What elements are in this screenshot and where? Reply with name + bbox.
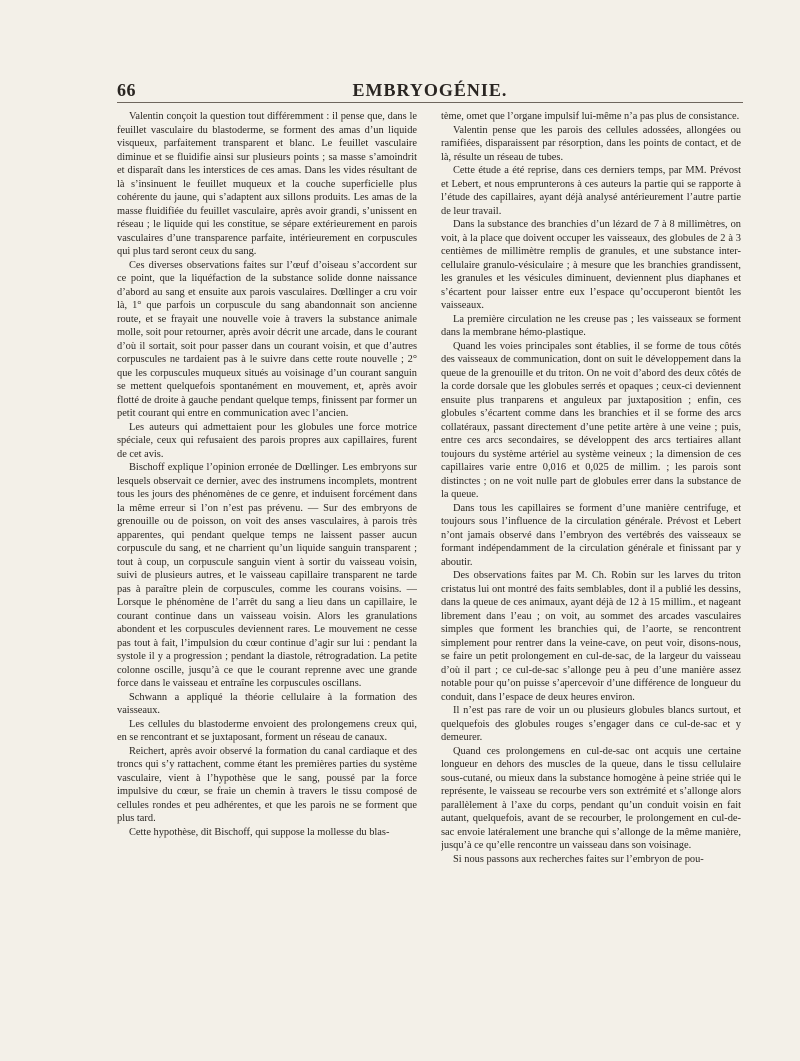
paragraph: Quand les voies principales sont établies, il se forme de tous côtés des vaisseaux de communication, dont on suit le développement dans la queue de la grenouille et du triton. On ne voit d’abord des deux côtés de la corde dorsale que les globules serrés et opaques ; ceux-ci deviennent ensuite plus tranparens et anguleux par juxtaposition ; enfin, ces globules s’écartent comme dans les branchies et il se forme des arcs collatéraux, passant directement d’une petite artère à une veine ; puis, entre ces arcs secondaires, se développent des arcs tertiaires allant toujours du système artériel au système veineux ; la dimension de ces capillaires varie entre 0,016 et 0,025 de millim. ; les parois sont distinctes ; on ne voit nulle part de globules errer dans la substance de la queue. (441, 340, 741, 500)
paragraph: Dans la substance des branchies d’un lézard de 7 à 8 millimètres, on voit, à la place que doivent occuper les vaisseaux, des globules de 2 à 3 centièmes de millimètre remplis de granules, et une substance inter-cellulaire granulo-vésiculaire ; à mesure que les branchies grandissent, les granules et les vésicules diminuent, deviennent plus diaphanes et s’écartent pour laisser entre eux l’espace qu’occuperont bientôt les vaisseaux. (441, 219, 741, 311)
paragraph: Reichert, après avoir observé la formation du canal cardiaque et des troncs qui s’y rattachent, comme étant les premières parties du système vasculaire, vient à l’hypothèse que le sang, poussé par la force impulsive du cœur, se fraie un chemin à travers le tissu composé de cellules rondes et peu adhérentes, et que les parois ne se forment que plus tard. (117, 745, 417, 824)
paragraph: tème, omet que l’organe impulsif lui-même n’a pas plus de consistance. (441, 111, 740, 122)
paragraph: Cette hypothèse, dit Bischoff, qui suppose la mollesse du blas- (129, 826, 390, 838)
right-column (441, 110, 741, 1030)
paragraph: Cette étude a été reprise, dans ces derniers temps, par MM. Prévost et Lebert, et nous emprunterons à ces auteurs la partie qui se rapporte à l’étude des capillaires, ayant déjà analysé antérieurement l’autre partie de leur travail. (441, 165, 741, 217)
paragraph: Valentin pense que les parois des cellules adossées, allongées ou ramifiées, disparaissent par résorption, dans les points de contact, et de là, résulte un réseau de tubes. (441, 124, 741, 163)
left-column (117, 110, 417, 1030)
paragraph: Les auteurs qui admettaient pour les globules une force motrice spéciale, ceux qui refusaient des parois propres aux capillaires, furent de cet avis. (117, 421, 417, 460)
paragraph: Schwann a appliqué la théorie cellulaire à la formation des vaisseaux. (117, 691, 417, 716)
paragraph: Quand ces prolongemens en cul-de-sac ont acquis une certaine longueur en dehors des muscles de la queue, dans le tissu cellulaire sous-cutané, ou mieux dans la substance homogène à peine striée qui le représente, le vaisseau se recourbe vers son extrémité et s’allonge alors parallèlement à l’axe du corps, pendant qu’un conduit voisin en fait autant, quelquefois, avant de se recourber, le prolongement en cul-de-sac envoie latéralement une branche qui s’allonge de la même manière, jusqu’à ce qu’elle rencontre un vaisseau dans son voisinage. (441, 745, 741, 851)
paragraph: Ces diverses observations faites sur l’œuf d’oiseau s’accordent sur ce point, que la liquéfaction de la substance solide donne naissance d’abord au sang et ensuite aux parois vasculaires. Dœllinger a cru voir là, 1° que parfois un corpuscule du sang abandonnait son ancienne route, et se frayait une nouvelle voie à travers la substance animale molle, soit pour retourner, après avoir décrit une arcade, dans le courant d’où il sortait, soit pour passer dans un courant voisin, et que d’autres corpuscules ne tardaient pas à le suivre dans cette route nouvelle ; 2° que les corpuscules muqueux situés au voisinage d’un courant sanguin se mettent quelquefois spontanément en mouvement, et, après avoir flotté de droite à gauche pendant quelque temps, finissent par former un petit courant qui entre en communication avec l’ancien. (117, 259, 417, 419)
paragraph: Des observations faites par M. Ch. Robin sur les larves du triton cristatus lui ont montré des faits semblables, dont il a publié les dessins, dans la queue de ces animaux, ayant déjà de 12 à 15 millim., et nageant librement dans l’eau ; on voit, au sommet des arcades vasculaires simples que forment les branchies qui, de l’aorte, se rencontrent simplement pour rentrer dans la veine-cave, on peut voir, disons-nous, se faire un petit prolongement en cul-de-sac, de la largeur du vaisseau d’où il part ; ce cul-de-sac s’allonge peu à peu d’une manière assez notable pour qu’on puisse s’apercevoir d’une différence de longueur du conduit, dans l’espace de deux heures environ. (441, 570, 741, 703)
paragraph: Si nous passons aux recherches faites sur l’embryon de pou- (453, 853, 704, 865)
running-head (117, 80, 743, 103)
page-number: 66 (117, 80, 136, 100)
paragraph: Les cellules du blastoderme envoient des prolongemens creux qui, en se rencontrant et se juxtaposant, forment un réseau de canaux. (117, 718, 417, 743)
paragraph: Il n’est pas rare de voir un ou plusieurs globules blancs surtout, et quelquefois des globules rouges s’engager dans ce cul-de-sac et y demeurer. (441, 705, 741, 743)
chapter-title: EMBRYOGÉNIE. (352, 80, 508, 100)
paragraph: Valentin conçoit la question tout différemment : il pense que, dans le feuillet vasculaire du blastoderme, se forment des amas d’un liquide visqueux, parfaitement transparent et blanc. Le feuillet vasculaire diminue et se fluidifie ainsi sur plusieurs points ; sa masse s’amoindrit et disparaît dans les interstices de ces amas. Dans les vides résultant de là s’insinuent le feuillet muqueux et la couche superficielle plus cohérente du jaune, qui s’adaptent aux sillons produits. Les amas de la masse fluidifiée du feuillet vasculaire, après avoir grandi, s’unissent en réseau ; le liquide qui les constitue, se sépare extérieurement en parois vasculaires d’une transparence parfaite, intérieurement en corpuscules qui plus tard seront ceux du sang. (117, 111, 417, 257)
paragraph: Bischoff explique l’opinion erronée de Dœllinger. Les embryons sur lesquels observait ce dernier, avec des instrumens incomplets, montrent tous les jours des phénomènes de ce genre, et induisent forcément dans la même erreur si l’on n’est pas prévenu. — Sur des embryons de grenouille ou de poisson, on voit des anses vasculaires, à parois très apparentes, qui pendant quelque temps ne laissent passer aucun corpuscule du sang, et ne charrient qu’un liquide sanguin transparent ; tout à coup, un corpuscule sanguin vient à sortir du vaisseau voisin, suivi de plusieurs autres, et le vaisseau capillaire transparent ne tarde pas à paraître plein de corpuscules, comme les courans voisins. — Lorsque le phénomène de l’arrêt du sang a lieu dans un capillaire, le courant continue dans un vaisseau voisin. Alors les granulations abondent et les corpuscules deviennent rares. Le mouvement ne cesse pas tout à fait, l’impulsion du cœur continue d’agir sur lui : pendant la systole il y a progression ; pendant la diastole, rétrogradation. La petite colonne oscille, jusqu’à ce que le courant reprenne avec une grande force dans le vaisseau et entraîne les corpuscules oscillans. (117, 462, 417, 689)
text-columns (117, 110, 743, 1030)
paragraph: La première circulation ne les creuse pas ; les vaisseaux se forment dans la membrane hémo-plastique. (441, 313, 741, 338)
paragraph: Dans tous les capillaires se forment d’une manière centrifuge, et toujours sous l’influence de la circulation générale. Prévost et Lebert n’ont jamais observé dans l’embryon des vertébrés des vaisseaux se formant indépendamment de la circulation générale et finissant par y aboutir. (441, 502, 741, 568)
